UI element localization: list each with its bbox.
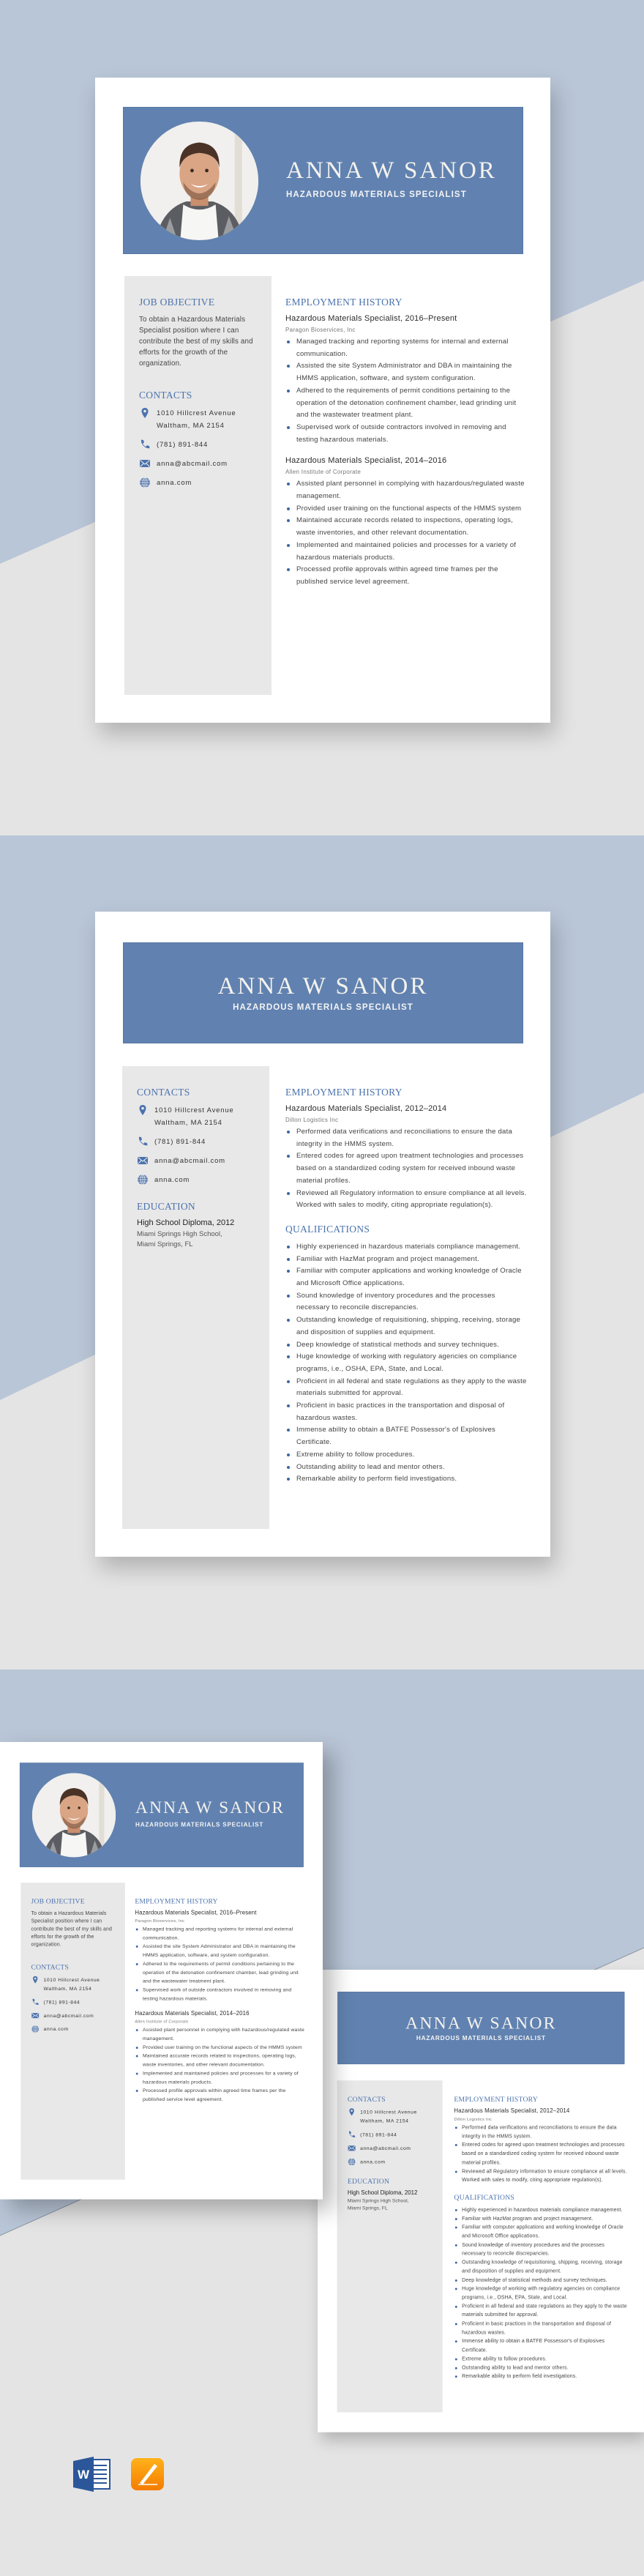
resume-header (337, 1992, 624, 2064)
contact-address-text-2: Waltham, MA 2154 (360, 2118, 409, 2124)
education-school: Miami Springs High School, (347, 2197, 409, 2204)
qualification-item: Familiar with computer applications and working knowledge of Oracle and Microsoft Office applications. (462, 2224, 627, 2241)
main-column (135, 1897, 306, 2112)
sidebar (124, 276, 272, 695)
job-company: Paragon Bioservices, Inc (285, 327, 356, 333)
qualification-item: Immense ability to obtain a BATFE Possessor's of Explosives Certificate. (296, 1424, 527, 1448)
contacts-heading: CONTACTS (137, 1087, 190, 1098)
contact-email (31, 2011, 118, 2020)
objective-text: To obtain a Hazardous Materials Specialist position where I can contribute the best of my skills and efforts for the growth of the organization. (139, 316, 253, 368)
contact-address (137, 1104, 259, 1129)
globe-icon (31, 2025, 40, 2033)
profile-photo (141, 122, 258, 240)
qualification-item: Familiar with HazMat program and project management. (296, 1254, 527, 1266)
education-location: Miami Springs, FL (347, 2205, 388, 2211)
job-bullet: Performed data verifications and reconciliations to ensure the data integrity in the HMMS system. (462, 2123, 627, 2141)
job-bullet: Processed profile approvals within agreed time frames per the published service level agreement. (296, 564, 527, 588)
job-company: Allen Institute of Corporate (135, 2019, 189, 2025)
contact-website-text[interactable]: anna.com (43, 2026, 69, 2033)
contact-email-text[interactable]: anna@abcmail.com (154, 1157, 225, 1165)
location-pin-icon (139, 407, 151, 419)
job-bullet: Assisted the site System Administrator and DBA in maintaining the HMMS application, software, and system configuration. (143, 1943, 306, 1960)
qualification-item: Outstanding ability to lead and mentor others. (462, 2364, 627, 2372)
job-bullet: Maintained accurate records related to inspections, operating logs, waste inventories, and other relevant documentation. (143, 2052, 306, 2070)
microsoft-word-icon (73, 2457, 111, 2492)
job-bullet: Supervised work of outside contractors involved in removing and testing hazardous materials. (296, 422, 527, 446)
job-bullet: Reviewed all Regulatory information to ensure compliance at all levels. Worked with sales to modify, citing appropriate regulation(s). (462, 2167, 627, 2185)
resume-header (123, 107, 523, 254)
contact-email (137, 1155, 259, 1167)
education-heading: EDUCATION (137, 1201, 195, 1212)
person-portrait-icon (141, 122, 258, 240)
job-bullet: Assisted plant personnel in complying with hazardous/regulated waste management. (143, 2026, 306, 2044)
candidate-title: HAZARDOUS MATERIALS SPECIALIST (286, 190, 467, 199)
qualification-item: Remarkable ability to perform field investigations. (296, 1473, 527, 1486)
job-entry (454, 2108, 627, 2185)
job-bullet: Entered codes for agreed upon treatment technologies and processes based on a standardized coding system for received inbound waste material profiles. (462, 2141, 627, 2167)
education-degree: High School Diploma, 2012 (137, 1218, 235, 1227)
contact-address (31, 1976, 118, 1993)
contact-website-text[interactable]: anna.com (154, 1176, 190, 1184)
job-company: Paragon Bioservices, Inc (135, 1918, 185, 1924)
job-title: Hazardous Materials Specialist, 2014–2016 (285, 456, 447, 466)
education-heading: EDUCATION (347, 2177, 390, 2185)
contact-phone (139, 439, 261, 451)
job-bullet: Processed profile approvals within agreed time frames per the published service level agreement. (143, 2087, 306, 2104)
job-entry (285, 456, 527, 588)
job-bullet: Managed tracking and reporting systems for internal and external communication. (296, 336, 527, 360)
qualifications-heading: QUALIFICATIONS (285, 1223, 370, 1235)
qualification-item: Extreme ability to follow procedures. (296, 1449, 527, 1462)
job-bullet: Reviewed all Regulatory information to ensure compliance at all levels. Worked with sales to modify, citing appropriate regulation(s). (296, 1188, 527, 1212)
sidebar (122, 1066, 269, 1529)
candidate-title: HAZARDOUS MATERIALS SPECIALIST (233, 1003, 413, 1012)
main-column (285, 297, 527, 599)
qualifications-list (285, 1241, 527, 1486)
job-bullet: Supervised work of outside contractors involved in removing and testing hazardous materials. (143, 1986, 306, 2003)
preview-page-1-section (0, 0, 644, 835)
contact-website (137, 1174, 259, 1186)
location-pin-icon (31, 1976, 40, 1984)
objective-heading: JOB OBJECTIVE (31, 1896, 85, 1905)
phone-icon (137, 1136, 149, 1147)
objective-text: To obtain a Hazardous Materials Specialist position where I can contribute the best of my skills and efforts for the growth of the organization. (31, 1910, 112, 1948)
job-bullets (285, 336, 527, 446)
qualification-item: Proficient in all federal and state regulations as they apply to the waste materials submitted for approval. (462, 2302, 627, 2320)
contact-phone (31, 1998, 118, 2007)
candidate-title: HAZARDOUS MATERIALS SPECIALIST (135, 1822, 264, 1828)
contact-phone-text: (781) 891-844 (154, 1138, 206, 1146)
objective-heading: JOB OBJECTIVE (139, 297, 215, 308)
qualification-item: Sound knowledge of inventory procedures and the processes necessary to reconcile discrepancies. (462, 2241, 627, 2258)
contact-phone-text: (781) 891-844 (43, 1999, 80, 2006)
job-bullet: Implemented and maintained policies and processes for a variety of hazardous materials products. (143, 2069, 306, 2087)
candidate-name: ANNA W SANOR (217, 973, 429, 999)
job-bullet: Implemented and maintained policies and processes for a variety of hazardous materials products. (296, 540, 527, 564)
qualification-item: Outstanding ability to lead and mentor others. (296, 1462, 527, 1474)
svg-text:W: W (77, 2468, 90, 2482)
contact-address (348, 2108, 435, 2126)
contact-phone (137, 1136, 259, 1148)
job-bullets (135, 1925, 306, 2003)
qualification-item: Highly experienced in hazardous materials compliance management. (462, 2206, 627, 2215)
candidate-name: ANNA W SANOR (405, 2014, 557, 2033)
contacts-heading: CONTACTS (31, 1963, 69, 1971)
phone-icon (348, 2130, 356, 2138)
job-bullets (135, 2026, 306, 2104)
education-degree: High School Diploma, 2012 (347, 2189, 418, 2197)
globe-icon (139, 477, 151, 488)
qualification-item: Outstanding knowledge of requisitioning, shipping, receiving, storage and disposition of supplies and equipment. (296, 1314, 527, 1339)
qualification-item: Familiar with computer applications and working knowledge of Oracle and Microsoft Office applications. (296, 1265, 527, 1289)
contact-phone-text: (781) 891-844 (360, 2132, 397, 2138)
contact-phone (348, 2130, 435, 2139)
apple-pages-icon (131, 2457, 164, 2492)
job-bullet: Assisted the site System Administrator and DBA in maintaining the HMMS application, software, and system configuration. (296, 360, 527, 384)
employment-heading: EMPLOYMENT HISTORY (285, 297, 402, 308)
qualification-item: Proficient in all federal and state regulations as they apply to the waste materials submitted for approval. (296, 1376, 527, 1400)
qualifications-heading: QUALIFICATIONS (454, 2193, 515, 2202)
job-bullet: Provided user training on the functional aspects of the HMMS system (296, 503, 527, 515)
contact-email-text[interactable]: anna@abcmail.com (43, 2013, 94, 2019)
employment-heading: EMPLOYMENT HISTORY (135, 1896, 218, 1905)
job-bullet: Performed data verifications and reconciliations to ensure the data integrity in the HMMS system. (296, 1126, 527, 1150)
location-pin-icon (137, 1104, 149, 1116)
candidate-name: ANNA W SANOR (135, 1798, 285, 1817)
job-bullet: Maintained accurate records related to inspections, operating logs, waste inventories, and other relevant documentation. (296, 515, 527, 539)
contact-address-text-1: 1010 Hillcrest Avenue (43, 1977, 100, 1983)
contact-website (348, 2158, 435, 2167)
qualification-item: Huge knowledge of working with regulatory agencies on compliance programs, i.e., OSHA, EPA, State, and Local. (296, 1351, 527, 1375)
job-bullet: Adhered to the requirements of permit conditions pertaining to the operation of the detonation confinement chamber, lead grinding unit and the wastewater treatment plant. (143, 1960, 306, 1987)
job-bullets (285, 478, 527, 588)
qualification-item: Proficient in basic practices in the transportation and disposal of hazardous wastes. (296, 1400, 527, 1424)
profile-photo (32, 1773, 116, 1858)
job-entry (285, 314, 527, 446)
contact-address-text-1: 1010 Hillcrest Avenue (154, 1106, 234, 1114)
contact-website-text[interactable]: anna.com (360, 2159, 386, 2165)
job-title: Hazardous Materials Specialist, 2016–Present (285, 314, 457, 323)
employment-heading: EMPLOYMENT HISTORY (285, 1087, 402, 1098)
job-entry (135, 1910, 306, 2003)
sidebar (20, 1883, 125, 2180)
contact-website (31, 2025, 118, 2033)
qualification-item: Deep knowledge of statistical methods and survey techniques. (462, 2276, 627, 2285)
contact-address-text-2: Waltham, MA 2154 (154, 1119, 222, 1127)
phone-icon (31, 1998, 40, 2006)
candidate-title: HAZARDOUS MATERIALS SPECIALIST (416, 2035, 546, 2042)
preview-page-2-section (0, 835, 644, 1669)
qualification-item: Remarkable ability to perform field investigations. (462, 2372, 627, 2381)
education-location: Miami Springs, FL (137, 1240, 193, 1248)
qualification-item: Immense ability to obtain a BATFE Possessor's of Explosives Certificate. (462, 2337, 627, 2355)
resume-header (123, 942, 523, 1043)
job-company: Dillon Logistics Inc (285, 1117, 339, 1123)
education-school: Miami Springs High School, (137, 1230, 222, 1238)
contact-email-text[interactable]: anna@abcmail.com (360, 2145, 411, 2152)
contacts-heading: CONTACTS (139, 390, 192, 401)
location-pin-icon (348, 2108, 356, 2116)
contact-phone-text: (781) 891-844 (157, 441, 209, 449)
job-company: Dillon Logistics Inc (454, 2116, 493, 2122)
qualification-item: Huge knowledge of working with regulatory agencies on compliance programs, i.e., OSHA, EPA, State, and Local. (462, 2285, 627, 2302)
contact-email (348, 2144, 435, 2153)
job-bullet: Assisted plant personnel in complying with hazardous/regulated waste management. (296, 478, 527, 502)
main-column (454, 2095, 627, 2381)
job-bullet: Provided user training on the functional aspects of the HMMS system (143, 2044, 306, 2052)
qualification-item: Familiar with HazMat program and project management. (462, 2215, 627, 2224)
qualification-item: Highly experienced in hazardous materials compliance management. (296, 1241, 527, 1254)
job-title: Hazardous Materials Specialist, 2012–2014 (454, 2107, 570, 2115)
person-portrait-icon (32, 1773, 116, 1858)
job-title: Hazardous Materials Specialist, 2016–Present (135, 1910, 257, 1916)
globe-icon (348, 2158, 356, 2166)
contact-address-text-2: Waltham, MA 2154 (157, 422, 225, 430)
employment-heading: EMPLOYMENT HISTORY (454, 2095, 538, 2104)
contact-email-text[interactable]: anna@abcmail.com (157, 460, 228, 468)
main-column (285, 1087, 527, 1486)
mockup-resume-page-1 (0, 1742, 323, 2200)
contacts-heading: CONTACTS (347, 2095, 386, 2104)
phone-icon (139, 439, 151, 450)
qualification-item: Proficient in basic practices in the transportation and disposal of hazardous wastes. (462, 2320, 627, 2337)
qualifications-list (454, 2206, 627, 2382)
globe-icon (137, 1174, 149, 1185)
qualification-item: Outstanding knowledge of requisitioning, shipping, receiving, storage and disposition of supplies and equipment. (462, 2258, 627, 2276)
resume-page-1 (95, 78, 550, 723)
email-icon (31, 2011, 40, 2020)
job-entry (285, 1104, 527, 1212)
email-icon (139, 458, 151, 469)
job-bullet: Entered codes for agreed upon treatment technologies and processes based on a standardized coding system for received inbound waste material profiles. (296, 1150, 527, 1187)
mockup-section (0, 1669, 644, 2576)
email-icon (348, 2144, 356, 2152)
resume-header (20, 1762, 304, 1867)
job-bullet: Adhered to the requirements of permit conditions pertaining to the operation of the detonation confinement chamber, lead grinding unit and the wastewater treatment plant. (296, 385, 527, 422)
job-title: Hazardous Materials Specialist, 2014–2016 (135, 2010, 250, 2017)
contact-address-text-1: 1010 Hillcrest Avenue (157, 409, 236, 417)
qualification-item: Deep knowledge of statistical methods and survey techniques. (296, 1339, 527, 1352)
mockup-resume-page-2 (318, 1970, 644, 2432)
contact-address-text-1: 1010 Hillcrest Avenue (360, 2109, 417, 2115)
job-company: Allen Institute of Corporate (285, 469, 362, 476)
contact-website-text[interactable]: anna.com (157, 479, 192, 487)
contact-website (139, 477, 261, 489)
job-title: Hazardous Materials Specialist, 2012–2014 (285, 1104, 447, 1113)
qualification-item: Sound knowledge of inventory procedures and the processes necessary to reconcile discrepancies. (296, 1290, 527, 1314)
sidebar (337, 2080, 443, 2412)
email-icon (137, 1155, 149, 1166)
job-entry (135, 2011, 306, 2104)
resume-page-2 (95, 912, 550, 1557)
qualification-item: Extreme ability to follow procedures. (462, 2355, 627, 2364)
contact-address (139, 407, 261, 432)
job-bullets (285, 1126, 527, 1212)
candidate-name: ANNA W SANOR (286, 157, 497, 184)
job-bullets (454, 2123, 627, 2185)
contact-address-text-2: Waltham, MA 2154 (43, 1986, 92, 1992)
job-bullet: Managed tracking and reporting systems for internal and external communication. (143, 1925, 306, 1943)
contact-email (139, 458, 261, 470)
